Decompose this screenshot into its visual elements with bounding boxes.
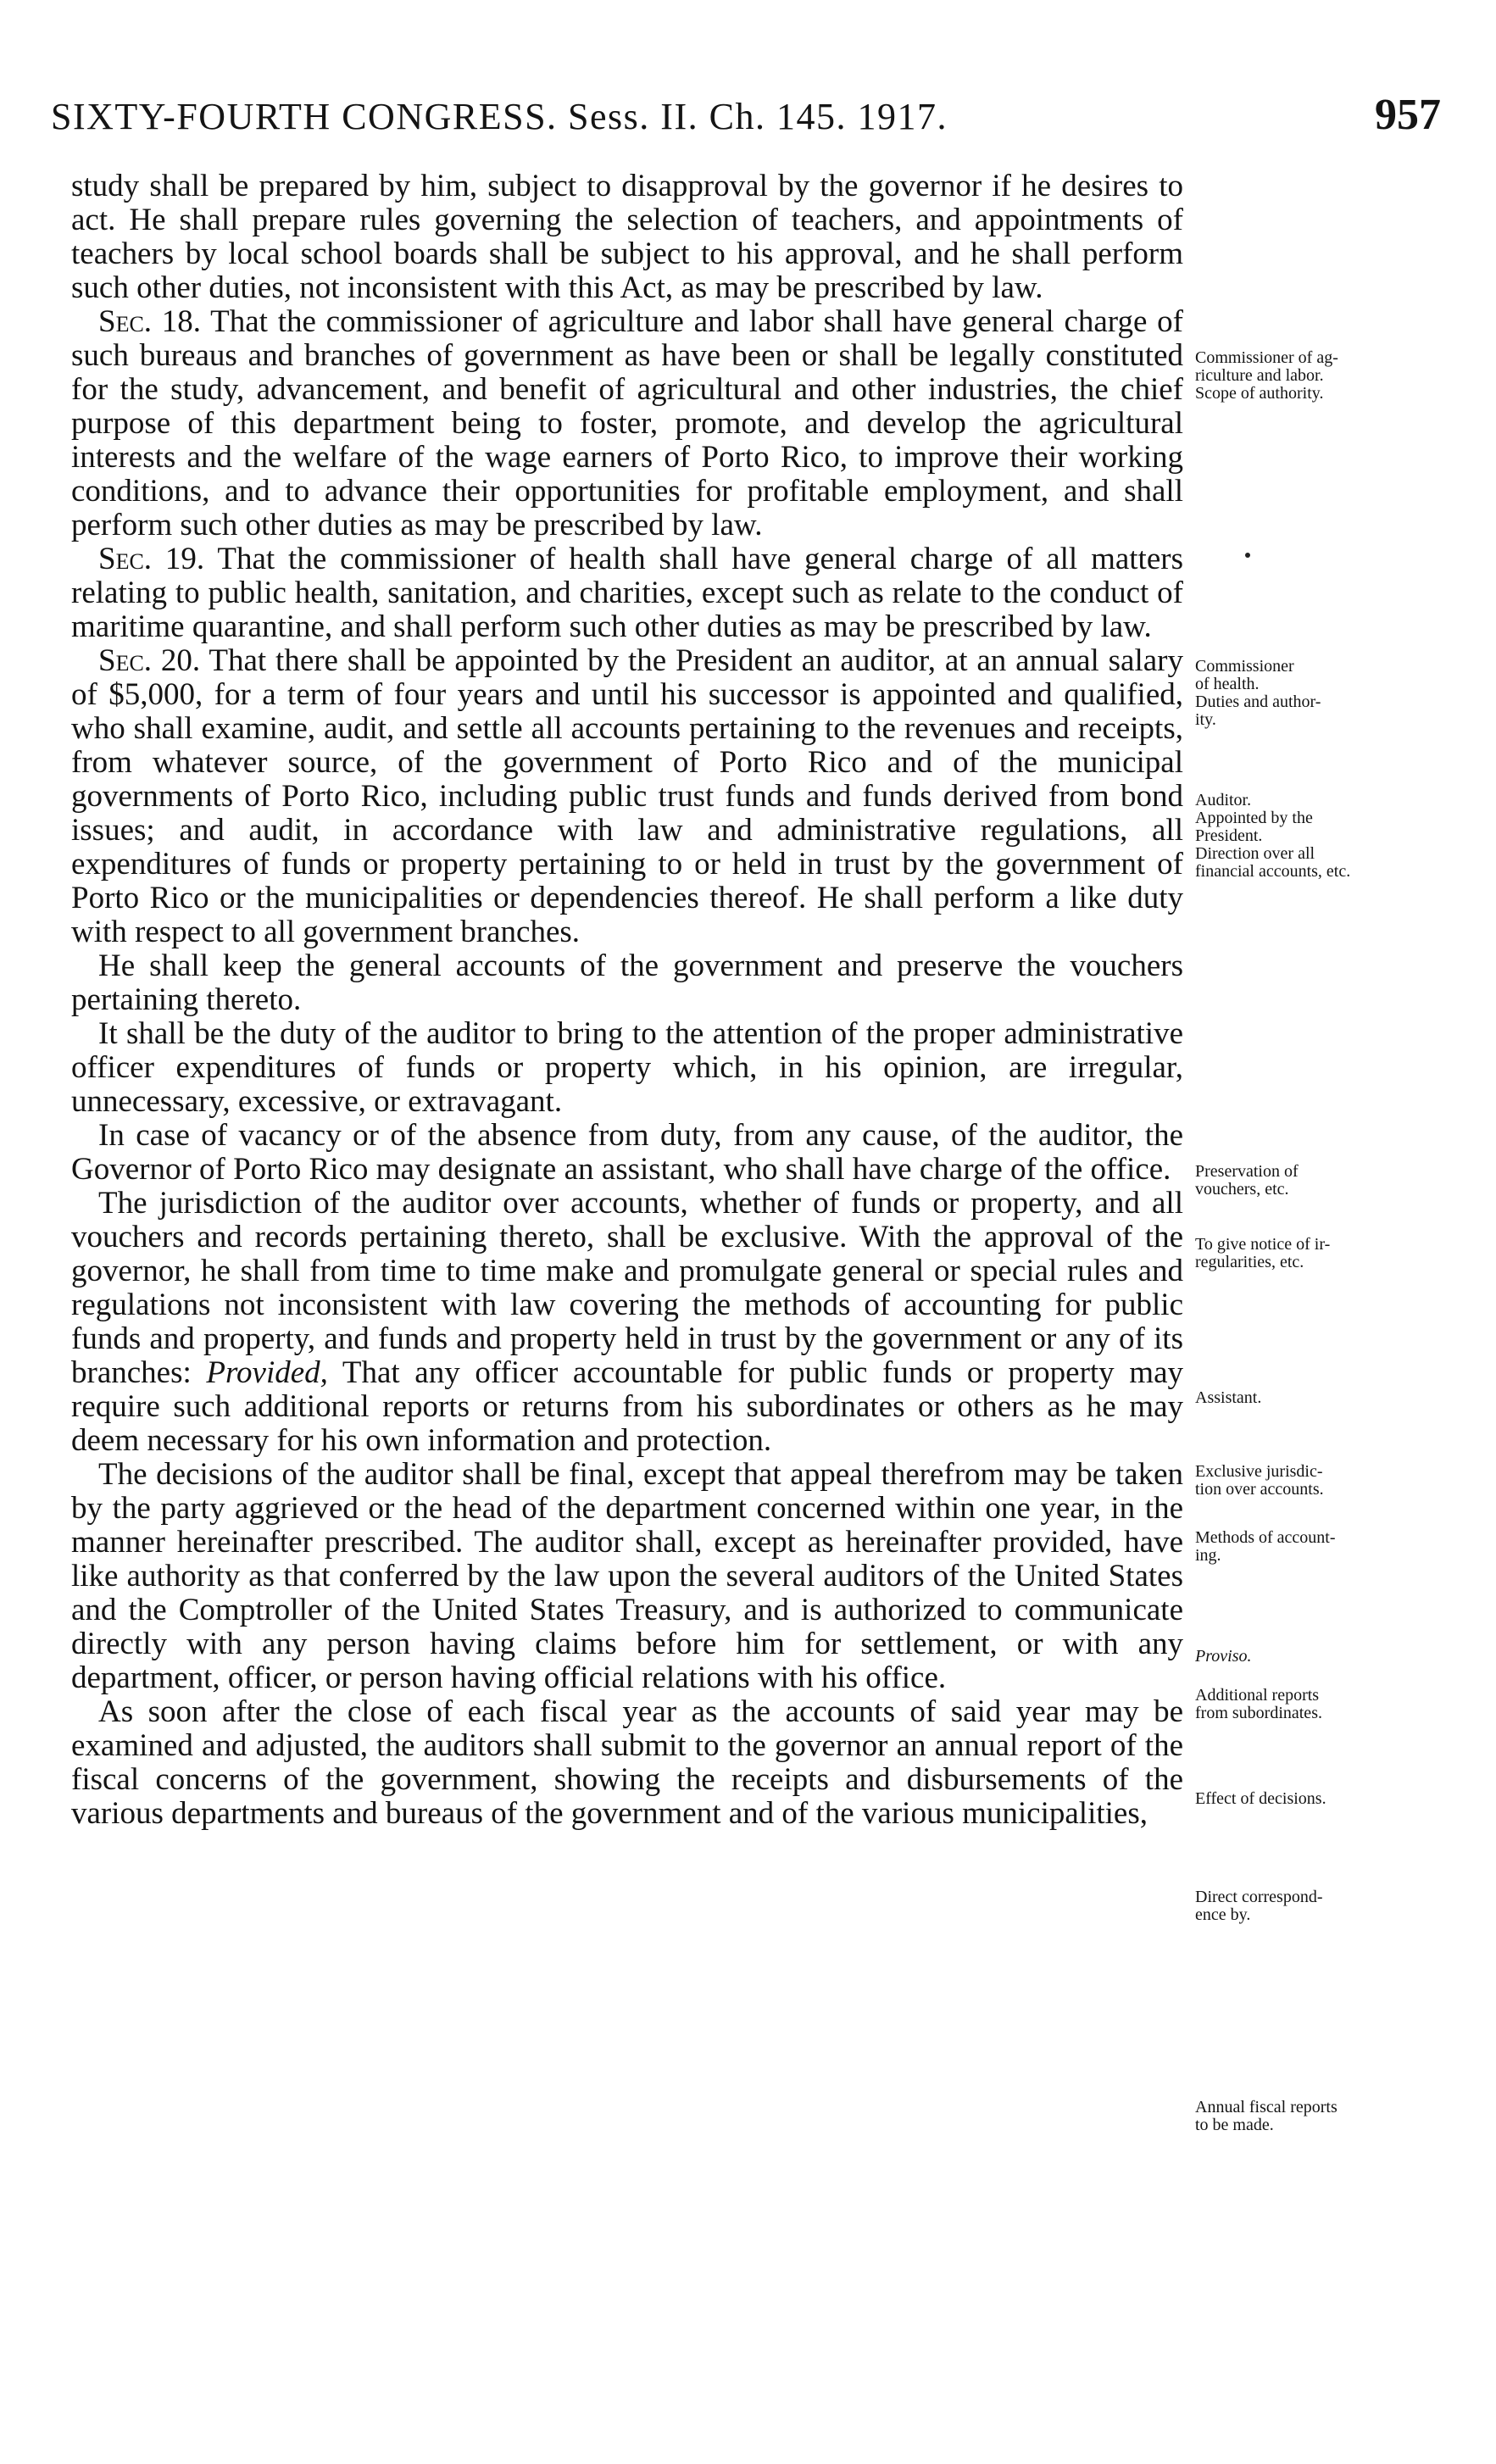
running-head: SIXTY-FOURTH CONGRESS. Sess. II. Ch. 145. 1917.	[51, 96, 948, 137]
margin-note-correspondence: Direct correspond- ence by.	[1195, 1888, 1323, 1924]
paragraph-text: That there shall be appointed by the President an auditor, at an annual salary of $5,000, for a term of four years and until his successor is appointed and qualified, who shall examine, audit, and settle all accounts pertaining to the revenues and receipts, from whatever source, of the government of Porto Rico and of the municipal governments of Porto Rico, including public trust funds and funds derived from bond issues; and audit, in accordance with law and administrative regulations, all expenditures of funds or property pertaining to or held in trust by the government of Porto Rico or the municipalities or dependencies thereof. He shall perform a like duty with respect to all government branches.	[71, 643, 1183, 949]
margin-note-methods: Methods of account- ing.	[1195, 1528, 1336, 1565]
paragraph-text: It shall be the duty of the auditor to bring to the attention of the proper administrative officer expenditures of funds or property which, in his opinion, are irregular, unnecessary, excessive, or extravagant.	[71, 1016, 1183, 1119]
paragraph-jurisdiction	[71, 1187, 1183, 1458]
margin-note-auditor: Auditor. Appointed by the President. Direction over all financial accounts, etc.	[1195, 791, 1351, 881]
paragraph-section-20	[71, 644, 1183, 949]
paragraph-annual-report	[71, 1695, 1183, 1831]
margin-note-vouchers: Preservation of vouchers, etc.	[1195, 1162, 1299, 1199]
body-text	[71, 170, 1183, 1831]
margin-note-agriculture: Commissioner of ag- riculture and labor. Scope of authority.	[1195, 348, 1338, 403]
margin-note-decisions: Effect of decisions.	[1195, 1789, 1326, 1808]
stray-ink-dot	[1245, 553, 1250, 558]
paragraph-text-after-proviso: That any officer accountable for public funds or property may require such additional reports or returns from his subordinates or others as he may deem necessary for his own information and protection.	[71, 1355, 1183, 1458]
section-number: Sec. 18.	[98, 304, 202, 339]
page-header	[51, 91, 1441, 154]
proviso-word: Provided,	[206, 1355, 328, 1390]
section-number: Sec. 20.	[98, 643, 201, 678]
paragraph-continuation	[71, 170, 1183, 305]
paragraph-text: As soon after the close of each fiscal year as the accounts of said year may be examined and adjusted, the auditors shall submit to the governor an annual report of the fiscal concerns of the government, showing the receipts and disbursements of the various departments and bureaus of the government and of the various municipalities,	[71, 1694, 1183, 1831]
paragraph-text: In case of vacancy or of the absence from duty, from any cause, of the auditor, the Governor of Porto Rico may designate an assistant, who shall have charge of the office.	[71, 1118, 1183, 1187]
paragraph-text: That the commissioner of health shall have general charge of all matters relating to public health, sanitation, and charities, except such as relate to the conduct of maritime quarantine, and shall perform such other duties as may be prescribed by law.	[71, 542, 1183, 644]
paragraph-section-18	[71, 305, 1183, 542]
paragraph-irregularities	[71, 1017, 1183, 1119]
paragraph-general-accounts	[71, 949, 1183, 1017]
section-number: Sec. 19.	[98, 542, 205, 576]
margin-note-irregularities: To give notice of ir- regularities, etc.	[1195, 1235, 1331, 1271]
margin-note-additional-reports: Additional reports from subordinates.	[1195, 1686, 1322, 1722]
paragraph-text: That the commissioner of agriculture and labor shall have general charge of such bureaus and branches of government as have been or shall be legally constituted for the study, advancement, and benefit of agricultural and other industries, the chief purpose of this department being to foster, promote, and develop the agricultural interests and the welfare of the wage earners of Porto Rico, to improve their working conditions, and to advance their opportunities for profitable employment, and shall perform such other duties as may be prescribed by law.	[71, 304, 1183, 542]
paragraph-section-19	[71, 542, 1183, 644]
margin-note-jurisdiction: Exclusive jurisdic- tion over accounts.	[1195, 1462, 1324, 1499]
margin-note-assistant: Assistant.	[1195, 1388, 1262, 1407]
margin-note-proviso: Proviso.	[1195, 1647, 1252, 1666]
margin-note-annual-reports: Annual fiscal reports to be made.	[1195, 2098, 1338, 2134]
paragraph-text: He shall keep the general accounts of the government and preserve the vouchers pertaining thereto.	[71, 948, 1183, 1017]
paragraph-assistant	[71, 1119, 1183, 1187]
paragraph-text: The jurisdiction of the auditor over accounts, whether of funds or property, and all vouchers and records pertaining thereto, shall be exclusive. With the approval of the governor, he shall from time to time make and promulgate general or special rules and regulations not inconsistent with law covering the methods of accounting for public funds and property, and funds and property held in trust by the government or any of its branches:	[71, 1186, 1183, 1390]
paragraph-text: study shall be prepared by him, subject to disapproval by the governor if he desires to act. He shall prepare rules governing the selection of teachers, and appointments of teachers by local school boards shall be subject to his approval, and he shall perform such other duties, not inconsistent with this Act, as may be prescribed by law.	[71, 169, 1183, 305]
margin-note-health: Commissioner of health. Duties and author- ity.	[1195, 657, 1321, 729]
paragraph-text: The decisions of the auditor shall be final, except that appeal therefrom may be taken by the party aggrieved or the head of the department concerned within one year, in the manner hereinafter prescribed. The auditor shall, except as hereinafter provided, have like authority as that conferred by the law upon the several auditors of the United States and the Comptroller of the United States Treasury, and is authorized to communicate directly with any person having claims before him for settlement, or with any department, officer, or person having official relations with his office.	[71, 1457, 1183, 1695]
page-number: 957	[1375, 91, 1441, 139]
paragraph-decisions	[71, 1458, 1183, 1695]
